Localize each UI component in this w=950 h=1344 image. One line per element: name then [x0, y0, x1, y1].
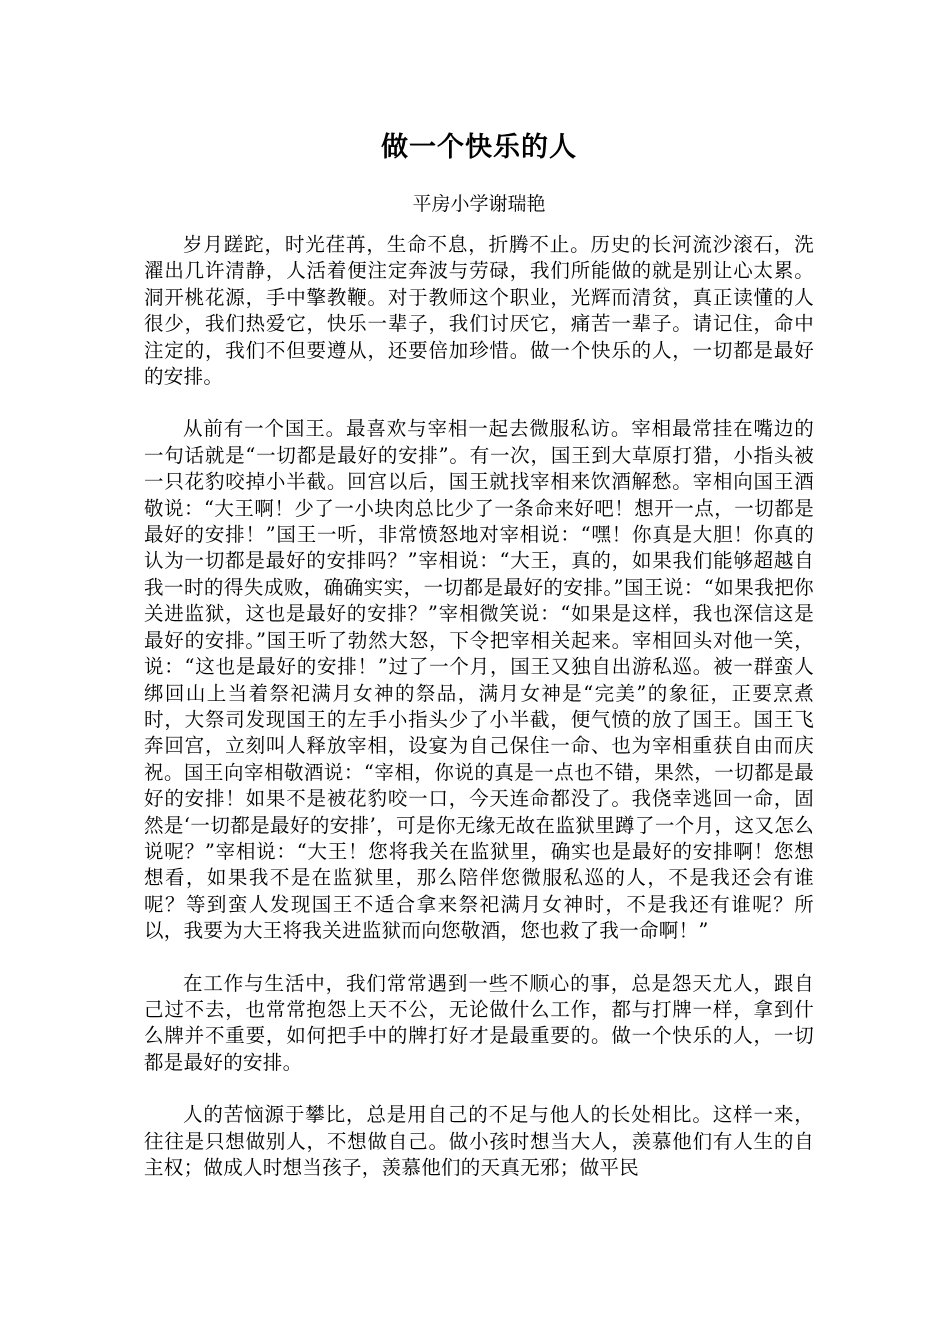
paragraph-3: 在工作与生活中，我们常常遇到一些不顺心的事，总是怨天尤人，跟自己过不去，也常常抱怨上天不公，无论做什么工作，都与打牌一样，拿到什么牌并不重要，如何把手中的牌打好才是最重要的。做一个快乐的人，一切都是最好的安排。	[144, 971, 814, 1074]
document-author: 平房小学谢瑞艳	[412, 193, 546, 215]
document-page	[144, 128, 814, 1207]
paragraph-1: 岁月蹉跎，时光荏苒，生命不息，折腾不止。历史的长河流沙滚石，洗濯出几许清静，人活着便注定奔波与劳碌，我们所能做的就是别让心太累。洞开桃花源，手中擎教鞭。对于教师这个职业，光辉而清贫，真正读懂的人很少，我们热爱它，快乐一辈子，我们讨厌它，痛苦一辈子。请记住，命中注定的，我们不但要遵从，还要倍加珍惜。做一个快乐的人，一切都是最好的安排。	[144, 233, 814, 389]
paragraph-2: 从前有一个国王。最喜欢与宰相一起去微服私访。宰相最常挂在嘴边的一句话就是“一切都是最好的安排”。有一次，国王到大草原打猎，小指头被一只花豹咬掉小半截。回宫以后，国王就找宰相来饮酒解愁。宰相向国王酒敬说：“大王啊！少了一小块肉总比少了一条命来好吧！想开一点，一切都是最好的安排！”国王一听，非常愤怒地对宰相说：“嘿！你真是大胆！你真的认为一切都是最好的安排吗？”宰相说：“大王，真的，如果我们能够超越自我一时的得失成败，确确实实，一切都是最好的安排。”国王说：“如果我把你关进监狱，这也是最好的安排？”宰相微笑说：“如果是这样，我也深信这是最好的安排。”国王听了勃然大怒，下令把宰相关起来。宰相回头对他一笑，说：“这也是最好的安排！”过了一个月，国王又独自出游私巡。被一群蛮人绑回山上当着祭祀满月女神的祭品，满月女神是“完美”的象征，正要烹煮时，大祭司发现国王的左手小指头少了小半截，便气愤的放了国王。国王飞奔回宫，立刻叫人释放宰相，设宴为自己保住一命、也为宰相重获自由而庆祝。国王向宰相敬酒说：“宰相，你说的真是一点也不错，果然，一切都是最好的安排！如果不是被花豹咬一口，今天连命都没了。我侥幸逃回一命，固然是‘一切都是最好的安排’，可是你无缘无故在监狱里蹲了一个月，这又怎么说呢？”宰相说：“大王！您将我关在监狱里，确实也是最好的安排啊！您想想看，如果我不是在监狱里，那么陪伴您微服私巡的人，不是我还会有谁呢？等到蛮人发现国王不适合拿来祭祀满月女神时，不是我还有谁呢？所以，我要为大王将我关进监狱而向您敬酒，您也救了我一命啊！”	[144, 417, 814, 943]
paragraph-4: 人的苦恼源于攀比，总是用自己的不足与他人的长处相比。这样一来，往往是只想做别人，不想做自己。做小孩时想当大人，羡慕他们有人生的自主权；做成人时想当孩子，羡慕他们的天真无邪；做平民	[144, 1103, 814, 1179]
document-title: 做一个快乐的人	[381, 132, 577, 163]
